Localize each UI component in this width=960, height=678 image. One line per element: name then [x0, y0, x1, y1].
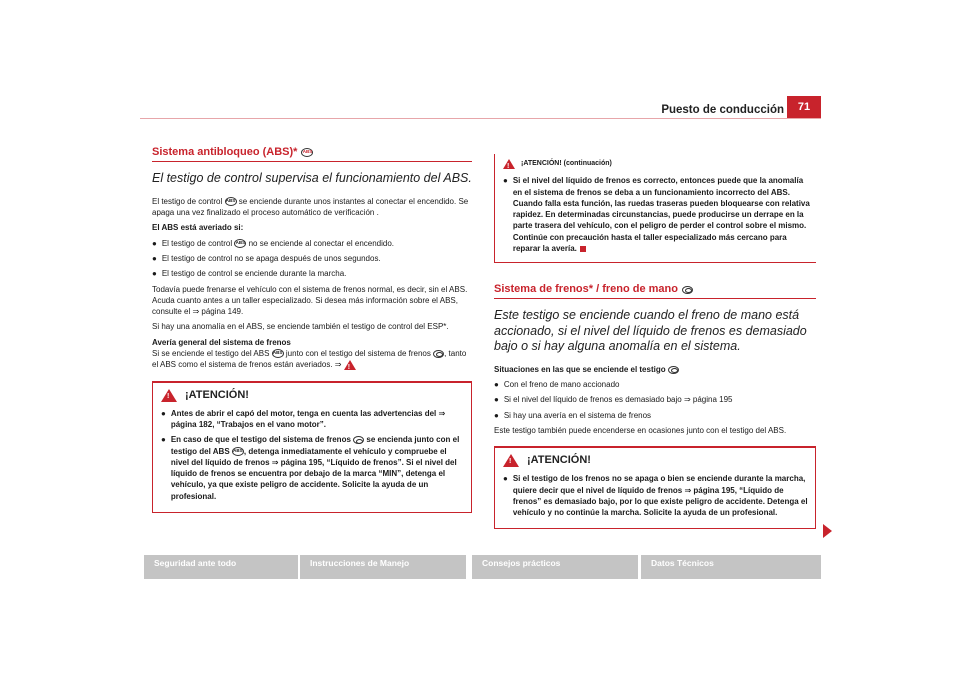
bullet-text: Si hay una avería en el sistema de frenos	[503, 410, 652, 420]
warning-triangle-icon	[344, 360, 356, 370]
general-fault-heading: Avería general del sistema de frenos	[152, 337, 291, 347]
list-item: ● En caso de que el testigo del sistema de frenos se encienda junto con el testigo del ABS ABS, detenga inmediatamente el vehículo y compruebe el nivel del líquido de frenos ⇒ página 195, “Líquido de frenos”. Si el nivel del líquido de frenos se encuentra por debajo de la marca “MIN”, detenga el vehículo, ya que existe peligro de accidente. Solicite la ayuda de un profesional.	[161, 435, 460, 501]
warning-continuation-box	[494, 154, 816, 263]
list-item: ● El testigo de control no se apaga después de unos segundos.	[152, 253, 381, 263]
brake-section-title	[494, 284, 816, 299]
warning-continuation-text: Si el nivel del líquido de frenos es correcto, entonces puede que la anomalía en el sistema de frenos se deba a un funcionamiento incorrecto del ABS. Cuando falla esta función, las ruedas traseras pueden bloquearse con relativa rapidez. En determinadas circunstancias, puede producirse un derrape en la parte trasera del vehículo, con el peligro de perder el control sobre el mismo. Continúe con precaución hasta el taller especializado más cercano para reparar la avería.	[512, 176, 810, 254]
abs-intro-paragraph	[152, 196, 472, 219]
bullet-text: no se enciende al conectar el encendido.	[248, 238, 395, 248]
list-item: ● Si el nivel del líquido de frenos es correcto, entonces puede que la anomalía en el sistema de frenos se deba a un funcionamiento incorrecto del ABS. Cuando falla esta función, las ruedas traseras pueden bloquearse con relativa rapidez. En determinadas circunstancias, puede producirse un derrape en la parte trasera del vehículo, con el peligro de perder el control sobre el mismo. Continúe con precaución hasta el taller especializado más cercano para reparar la avería.	[503, 176, 810, 254]
next-page-arrow-icon[interactable]	[823, 524, 832, 538]
abs-section-title	[152, 147, 472, 162]
list-item: ● Con el freno de mano accionado	[494, 380, 620, 390]
footer-tab-seguridad[interactable]: Seguridad ante todo	[144, 555, 298, 579]
warning-continuation-title: ¡ATENCIÓN! (continuación)	[521, 160, 612, 167]
list-item: ● El testigo de control ABS no se enciende al conectar el encendido.	[152, 238, 395, 248]
abs-subtitle: El testigo de control supervisa el funcionamiento del ABS.	[152, 171, 472, 186]
abs-warning-icon: ABS	[225, 197, 237, 206]
brake-warning-icon	[433, 350, 444, 358]
footer-tab-datos[interactable]: Datos Técnicos	[641, 555, 821, 579]
bullet-text: Con el freno de mano accionado	[503, 380, 620, 390]
list-item: ● El testigo de control se enciende durante la marcha.	[152, 269, 347, 279]
right-column	[494, 284, 816, 529]
general-fault-b: junto con el testigo del sistema de frenos	[285, 349, 431, 359]
general-fault-paragraph	[152, 348, 472, 371]
abs-intro-b: se enciende durante unos instantes al conectar el encendido. Se apaga una vez finalizado el proceso automático de verificación .	[152, 196, 469, 218]
brake-warning-icon	[682, 286, 693, 294]
abs-warning-icon: ABS	[234, 239, 246, 248]
warning-continuation-header	[503, 154, 810, 175]
warning-text: , detenga inmediatamente el vehículo y compruebe el nivel del líquido de frenos ⇒ página 195, “Líquido de frenos”. Si el nivel del líquido de frenos se encuentra por debajo de la marca “MIN”, detenga el vehículo, ya que existe peligro de accidente. Solicite la ayuda de un profesional.	[170, 446, 457, 501]
abs-paragraph-2: Todavía puede frenarse el vehículo con el sistema de frenos normal, es decir, sin el ABS. Acuda cuanto antes a un taller especializado. Si desea más información sobre el ABS, consulte el ⇒ página 149.	[152, 284, 468, 317]
page-number: 71	[787, 96, 821, 118]
warning-triangle-icon	[161, 389, 177, 402]
brake-warning-icon	[353, 436, 364, 444]
situations-heading	[494, 364, 816, 375]
abs-warning-icon: ABS	[272, 349, 284, 358]
brake-abs-paragraph: Este testigo también puede encenderse en ocasiones junto con el testigo del ABS.	[494, 425, 787, 435]
warning-triangle-icon	[503, 159, 515, 169]
situations-heading-text: Situaciones en las que se enciende el testigo	[494, 364, 666, 374]
left-column	[152, 147, 472, 513]
list-item: ● Si hay una avería en el sistema de frenos	[494, 410, 652, 420]
header-divider	[140, 118, 821, 119]
list-item: ● Si el testigo de los frenos no se apaga o bien se enciende durante la marcha, quiere decir que el nivel de líquido de frenos ⇒ página 195, “Líquido de frenos” es demasiado bajo, por lo que existe peligro de accidente. Detenga el vehículo y no continúe la marcha. Solicite la ayuda de un profesional.	[503, 474, 808, 518]
brake-subtitle: Este testigo se enciende cuando el freno de mano está accionado, si el nivel del líquido de frenos es demasiado bajo o si hay alguna anomalía en el sistema.	[494, 308, 807, 354]
warning-text: En caso de que el testigo del sistema de frenos	[170, 435, 351, 445]
abs-intro-a: El testigo de control	[152, 196, 223, 206]
bullet-text: El testigo de control no se apaga después de unos segundos.	[161, 253, 381, 263]
bullet-text: Si el nivel del líquido de frenos es demasiado bajo ⇒ página 195	[503, 395, 733, 405]
warning-text: Si el testigo de los frenos no se apaga o bien se enciende durante la marcha, quiere decir que el nivel de líquido de frenos ⇒ página 195, “Líquido de frenos” es demasiado bajo, por lo que existe peligro de accidente. Detenga el vehículo y no continúe la marcha. Solicite la ayuda de un profesional.	[512, 474, 808, 518]
abs-warning-icon: ABS	[301, 148, 313, 157]
abs-faulty-heading: El ABS está averiado si:	[152, 223, 244, 233]
warning-text: Antes de abrir el capó del motor, tenga en cuenta las advertencias del ⇒ página 182, “Trabajos en el vano motor”.	[170, 408, 446, 429]
warning-title: ¡ATENCIÓN!	[527, 454, 591, 467]
bullet-text: El testigo de control	[161, 238, 233, 248]
warning-header	[503, 454, 809, 467]
warning-text: se encienda junto con el testigo del ABS	[170, 435, 460, 456]
list-item: ● Antes de abrir el capó del motor, tenga en cuenta las advertencias del ⇒ página 182, “Trabajos en el vano motor”.	[161, 408, 465, 431]
warning-title: ¡ATENCIÓN!	[185, 388, 249, 401]
list-item: ● Si el nivel del líquido de frenos es demasiado bajo ⇒ página 195	[494, 395, 733, 405]
general-fault-a: Si se enciende el testigo del ABS	[152, 349, 270, 359]
page-header-title: Puesto de conducción	[661, 104, 784, 116]
brake-warning-box	[494, 446, 816, 529]
abs-section-title-text: Sistema antibloqueo (ABS)*	[152, 146, 298, 158]
abs-paragraph-3: Si hay una anomalía en el ABS, se enciende también el testigo de control del ESP*.	[152, 322, 449, 332]
end-of-section-icon	[580, 246, 586, 252]
abs-warning-box	[152, 381, 472, 513]
footer-tab-consejos[interactable]: Consejos prácticos	[472, 555, 638, 579]
footer-tab-instrucciones[interactable]: Instrucciones de Manejo	[300, 555, 466, 579]
brake-section-title-text: Sistema de frenos* / freno de mano	[494, 283, 678, 295]
abs-warning-icon: ABS	[232, 447, 244, 456]
brake-warning-icon	[668, 366, 679, 374]
bullet-text: El testigo de control se enciende durante la marcha.	[161, 269, 347, 279]
general-fault-c: , tanto el ABS como el sistema de frenos están averiados. ⇒	[152, 349, 467, 370]
warning-header	[161, 389, 465, 402]
warning-triangle-icon	[503, 454, 519, 467]
